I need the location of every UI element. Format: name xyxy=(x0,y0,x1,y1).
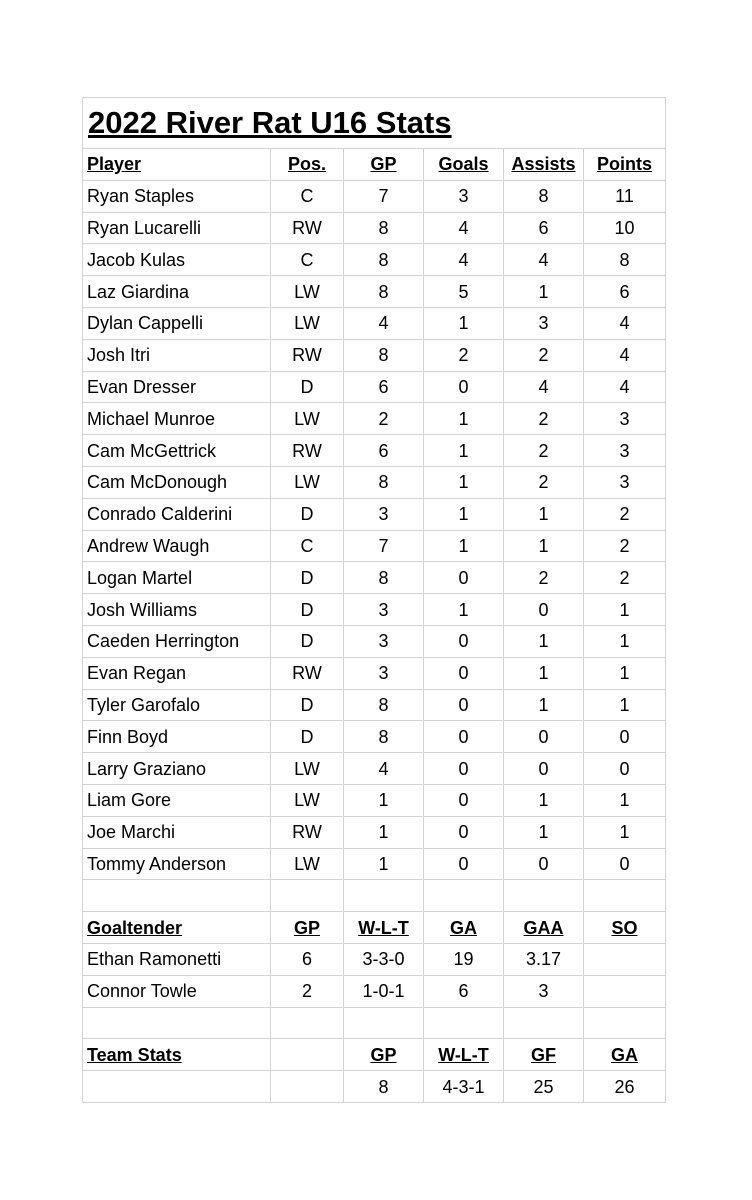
player-cell: 4 xyxy=(344,307,424,339)
player-cell: 1 xyxy=(344,784,424,816)
player-cell: Caeden Herrington xyxy=(83,625,271,657)
player-cell: 0 xyxy=(424,816,504,848)
player-cell: Ryan Staples xyxy=(83,180,271,212)
player-cell: LW xyxy=(271,848,344,880)
player-cell: 2 xyxy=(584,498,666,530)
goalie-row xyxy=(83,943,666,975)
player-cell: LW xyxy=(271,307,344,339)
team-cell xyxy=(271,1071,344,1103)
player-cell: 6 xyxy=(344,371,424,403)
player-cell: 8 xyxy=(344,562,424,594)
player-cell: 2 xyxy=(424,339,504,371)
player-row xyxy=(83,848,666,880)
player-cell: 2 xyxy=(344,403,424,435)
goalie-cell: 3-3-0 xyxy=(344,943,424,975)
empty-cell xyxy=(584,880,666,912)
player-cell: 0 xyxy=(424,721,504,753)
goalie-cell: 6 xyxy=(424,975,504,1007)
player-cell: RW xyxy=(271,816,344,848)
goalie-cell: 1-0-1 xyxy=(344,975,424,1007)
player-cell: 3 xyxy=(344,657,424,689)
player-cell: D xyxy=(271,562,344,594)
team-header-cell: GP xyxy=(344,1039,424,1071)
goalie-cell xyxy=(584,975,666,1007)
player-row xyxy=(83,530,666,562)
goalie-header-cell: SO xyxy=(584,912,666,944)
player-header-row xyxy=(83,149,666,181)
player-cell: 4 xyxy=(424,212,504,244)
player-cell: 3 xyxy=(424,180,504,212)
goalie-header-cell: GA xyxy=(424,912,504,944)
player-row xyxy=(83,562,666,594)
player-cell: 1 xyxy=(504,530,584,562)
player-row xyxy=(83,689,666,721)
player-cell: 2 xyxy=(584,562,666,594)
empty-cell xyxy=(584,1007,666,1039)
goalie-cell: Ethan Ramonetti xyxy=(83,943,271,975)
player-cell: Joe Marchi xyxy=(83,816,271,848)
player-cell: 4 xyxy=(504,371,584,403)
player-cell: Conrado Calderini xyxy=(83,498,271,530)
empty-cell xyxy=(504,880,584,912)
player-cell: 0 xyxy=(584,721,666,753)
player-cell: 10 xyxy=(584,212,666,244)
player-header-cell: Player xyxy=(83,149,271,181)
player-cell: Josh Williams xyxy=(83,594,271,626)
player-cell: 8 xyxy=(344,276,424,308)
player-cell: 1 xyxy=(344,816,424,848)
player-cell: 6 xyxy=(584,276,666,308)
player-cell: 4 xyxy=(424,244,504,276)
player-cell: LW xyxy=(271,784,344,816)
player-cell: 0 xyxy=(504,753,584,785)
empty-cell xyxy=(344,880,424,912)
player-cell: Andrew Waugh xyxy=(83,530,271,562)
player-cell: 0 xyxy=(504,721,584,753)
player-cell: D xyxy=(271,371,344,403)
player-cell: 1 xyxy=(504,689,584,721)
player-row xyxy=(83,435,666,467)
team-header-row xyxy=(83,1039,666,1071)
player-row xyxy=(83,657,666,689)
player-cell: 0 xyxy=(424,657,504,689)
player-cell: 3 xyxy=(584,466,666,498)
player-cell: 5 xyxy=(424,276,504,308)
goalie-cell: 3 xyxy=(504,975,584,1007)
team-cell: 4-3-1 xyxy=(424,1071,504,1103)
title-row xyxy=(83,98,666,149)
player-cell: 1 xyxy=(584,625,666,657)
empty-cell xyxy=(83,1007,271,1039)
player-cell: 0 xyxy=(424,689,504,721)
player-header-cell: Points xyxy=(584,149,666,181)
player-header-cell: GP xyxy=(344,149,424,181)
player-cell: RW xyxy=(271,212,344,244)
player-cell: LW xyxy=(271,403,344,435)
player-cell: 3 xyxy=(504,307,584,339)
player-cell: 3 xyxy=(344,594,424,626)
player-header-cell: Pos. xyxy=(271,149,344,181)
player-cell: 4 xyxy=(504,244,584,276)
player-cell: 1 xyxy=(584,689,666,721)
goalie-cell: 6 xyxy=(271,943,344,975)
player-cell: 7 xyxy=(344,180,424,212)
empty-cell xyxy=(271,880,344,912)
spacer-row xyxy=(83,880,666,912)
player-cell: Tommy Anderson xyxy=(83,848,271,880)
team-header-cell: GF xyxy=(504,1039,584,1071)
player-cell: 0 xyxy=(504,594,584,626)
player-cell: 3 xyxy=(344,625,424,657)
player-cell: Laz Giardina xyxy=(83,276,271,308)
player-cell: 1 xyxy=(584,816,666,848)
player-row xyxy=(83,721,666,753)
player-cell: 2 xyxy=(504,435,584,467)
spacer-row xyxy=(83,1007,666,1039)
player-cell: 1 xyxy=(504,498,584,530)
player-row xyxy=(83,180,666,212)
player-row xyxy=(83,466,666,498)
player-row xyxy=(83,339,666,371)
player-row xyxy=(83,625,666,657)
player-cell: LW xyxy=(271,276,344,308)
player-cell: 1 xyxy=(504,784,584,816)
goalie-header-row xyxy=(83,912,666,944)
player-cell: 11 xyxy=(584,180,666,212)
team-header-cell: GA xyxy=(584,1039,666,1071)
goalie-header-cell: GAA xyxy=(504,912,584,944)
goalie-header-cell: W-L-T xyxy=(344,912,424,944)
player-cell: Cam McGettrick xyxy=(83,435,271,467)
goalie-cell xyxy=(584,943,666,975)
player-cell: 7 xyxy=(344,530,424,562)
player-row xyxy=(83,594,666,626)
player-cell: 0 xyxy=(424,784,504,816)
player-row xyxy=(83,371,666,403)
player-cell: Logan Martel xyxy=(83,562,271,594)
player-row xyxy=(83,307,666,339)
player-cell: 2 xyxy=(504,339,584,371)
player-cell: Jacob Kulas xyxy=(83,244,271,276)
player-cell: 2 xyxy=(504,562,584,594)
player-cell: 0 xyxy=(584,848,666,880)
player-cell: 1 xyxy=(344,848,424,880)
player-cell: 0 xyxy=(424,371,504,403)
player-header-cell: Goals xyxy=(424,149,504,181)
player-row xyxy=(83,784,666,816)
player-cell: Cam McDonough xyxy=(83,466,271,498)
empty-cell xyxy=(271,1007,344,1039)
player-cell: 0 xyxy=(424,848,504,880)
player-row xyxy=(83,816,666,848)
player-cell: 0 xyxy=(424,562,504,594)
player-cell: 1 xyxy=(424,530,504,562)
player-cell: 2 xyxy=(504,466,584,498)
stats-sheet xyxy=(82,97,666,1103)
player-cell: 0 xyxy=(504,848,584,880)
goalie-header-cell: GP xyxy=(271,912,344,944)
player-cell: 8 xyxy=(344,244,424,276)
player-cell: 1 xyxy=(424,466,504,498)
goalie-cell: 3.17 xyxy=(504,943,584,975)
player-cell: 6 xyxy=(504,212,584,244)
player-cell: 8 xyxy=(584,244,666,276)
player-cell: Dylan Cappelli xyxy=(83,307,271,339)
team-header-cell: W-L-T xyxy=(424,1039,504,1071)
player-cell: 1 xyxy=(424,594,504,626)
empty-cell xyxy=(424,880,504,912)
player-cell: D xyxy=(271,721,344,753)
goalie-header-cell: Goaltender xyxy=(83,912,271,944)
player-cell: 8 xyxy=(344,721,424,753)
player-row xyxy=(83,212,666,244)
player-row xyxy=(83,753,666,785)
player-cell: 1 xyxy=(504,625,584,657)
team-cell: 26 xyxy=(584,1071,666,1103)
player-row xyxy=(83,244,666,276)
player-cell: 0 xyxy=(584,753,666,785)
player-cell: 3 xyxy=(584,435,666,467)
team-cell: 8 xyxy=(344,1071,424,1103)
player-cell: 1 xyxy=(424,307,504,339)
player-cell: 1 xyxy=(504,276,584,308)
player-cell: Tyler Garofalo xyxy=(83,689,271,721)
player-cell: 8 xyxy=(344,339,424,371)
player-cell: 0 xyxy=(424,625,504,657)
player-cell: 8 xyxy=(504,180,584,212)
player-cell: 1 xyxy=(424,498,504,530)
player-cell: 4 xyxy=(584,371,666,403)
player-cell: 8 xyxy=(344,466,424,498)
player-cell: Ryan Lucarelli xyxy=(83,212,271,244)
player-cell: 1 xyxy=(584,784,666,816)
player-cell: Finn Boyd xyxy=(83,721,271,753)
empty-cell xyxy=(424,1007,504,1039)
player-cell: 0 xyxy=(424,753,504,785)
player-cell: Josh Itri xyxy=(83,339,271,371)
goalie-cell: 19 xyxy=(424,943,504,975)
player-header-cell: Assists xyxy=(504,149,584,181)
player-cell: 8 xyxy=(344,212,424,244)
player-row xyxy=(83,403,666,435)
empty-cell xyxy=(344,1007,424,1039)
team-cell: 25 xyxy=(504,1071,584,1103)
player-cell: 2 xyxy=(504,403,584,435)
player-cell: Evan Dresser xyxy=(83,371,271,403)
player-row xyxy=(83,498,666,530)
player-cell: Larry Graziano xyxy=(83,753,271,785)
player-cell: 1 xyxy=(584,594,666,626)
empty-cell xyxy=(83,880,271,912)
team-header-cell xyxy=(271,1039,344,1071)
empty-cell xyxy=(504,1007,584,1039)
player-cell: C xyxy=(271,244,344,276)
player-cell: 4 xyxy=(344,753,424,785)
player-cell: 8 xyxy=(344,689,424,721)
player-cell: D xyxy=(271,594,344,626)
player-cell: RW xyxy=(271,435,344,467)
player-cell: C xyxy=(271,180,344,212)
player-cell: LW xyxy=(271,753,344,785)
player-cell: 1 xyxy=(504,816,584,848)
player-cell: Evan Regan xyxy=(83,657,271,689)
player-cell: 1 xyxy=(424,403,504,435)
player-cell: C xyxy=(271,530,344,562)
player-cell: 6 xyxy=(344,435,424,467)
player-cell: D xyxy=(271,689,344,721)
player-cell: Liam Gore xyxy=(83,784,271,816)
player-cell: LW xyxy=(271,466,344,498)
player-cell: 4 xyxy=(584,339,666,371)
player-cell: 1 xyxy=(424,435,504,467)
goalie-cell: 2 xyxy=(271,975,344,1007)
player-cell: 1 xyxy=(584,657,666,689)
team-row xyxy=(83,1071,666,1103)
player-row xyxy=(83,276,666,308)
sheet-title: 2022 River Rat U16 Stats xyxy=(83,98,666,149)
team-cell xyxy=(83,1071,271,1103)
goalie-row xyxy=(83,975,666,1007)
player-cell: RW xyxy=(271,339,344,371)
player-cell: Michael Munroe xyxy=(83,403,271,435)
player-cell: 3 xyxy=(344,498,424,530)
player-cell: 2 xyxy=(584,530,666,562)
player-cell: D xyxy=(271,498,344,530)
player-cell: D xyxy=(271,625,344,657)
player-cell: 3 xyxy=(584,403,666,435)
player-cell: 4 xyxy=(584,307,666,339)
team-header-cell: Team Stats xyxy=(83,1039,271,1071)
player-cell: 1 xyxy=(504,657,584,689)
player-cell: RW xyxy=(271,657,344,689)
goalie-cell: Connor Towle xyxy=(83,975,271,1007)
